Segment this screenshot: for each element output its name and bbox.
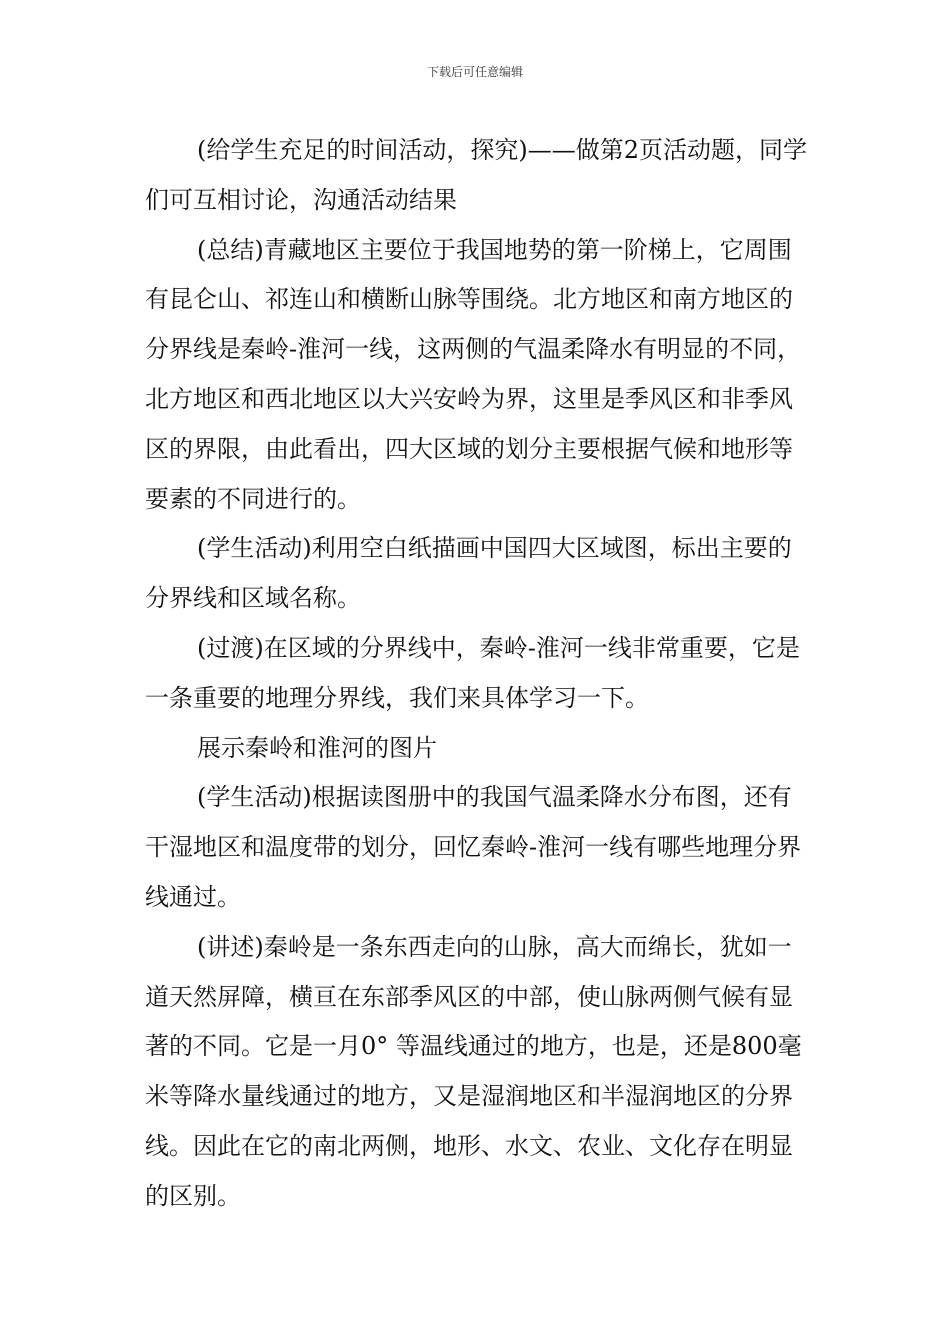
paragraph-student-activity-recall: (学生活动)根据读图册中的我国气温柔降水分布图，还有干湿地区和温度带的划分，回忆秦岭-淮河一线有哪些地理分界线通过。 — [145, 783, 802, 911]
paragraph-activity-discussion: (给学生充足的时间活动，探究)——做第2页活动题，同学们可互相讨论，沟通活动结果 — [145, 136, 807, 214]
paragraph-show-pictures: 展示秦岭和淮河的图片 — [197, 733, 437, 762]
paragraph-lecture-qinling: (讲述)秦岭是一条东西走向的山脉，高大而绵长，犹如一道天然屏障，横亘在东部季风区的中部，使山脉两侧气候有显著的不同。它是一月0° 等温线通过的地方，也是，还是800毫米等降水量线通过的地方，又是湿润地区和半湿润地区的分界线。因此在它的南北两侧，地形、水文、农业、文化存在明显的区别。 — [145, 932, 802, 1210]
paragraph-transition: (过渡)在区域的分界线中，秦岭-淮河一线非常重要，它是一条重要的地理分界线，我们来具体学习一下。 — [145, 633, 800, 712]
page-header: 下载后可任意编辑 — [426, 65, 523, 79]
document-body — [145, 126, 810, 1222]
paragraph-summary: (总结)青藏地区主要位于我国地势的第一阶梯上，它周围有昆仑山、祁连山和横断山脉等围绕。北方地区和南方地区的分界线是秦岭-淮河一线，这两侧的气温柔降水有明显的不同，北方地区和西北地区以大兴安岭为界，这里是季风区和非季风区的界限，由此看出，四大区域的划分主要根据气候和地形等要素的不同进行的。 — [145, 235, 802, 513]
paragraph-student-activity-map: (学生活动)利用空白纸描画中国四大区域图，标出主要的分界线和区域名称。 — [145, 534, 792, 613]
